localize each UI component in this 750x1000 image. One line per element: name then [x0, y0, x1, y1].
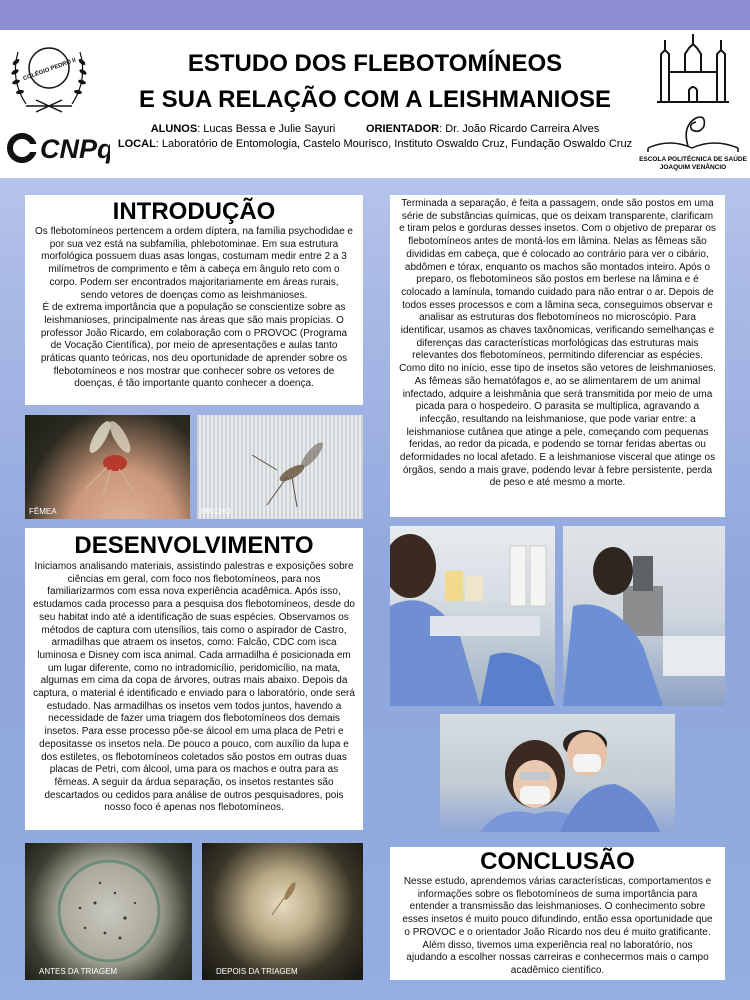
castle-logo — [655, 32, 731, 104]
epsjv-line2: JOAQUIM VENÂNCIO — [659, 164, 727, 171]
microscope-view-illustration — [202, 843, 363, 980]
petri-dish-illustration — [25, 843, 192, 980]
advisor-label: ORIENTADOR — [365, 123, 440, 135]
female-sandfly-illustration — [25, 415, 190, 519]
lab-photo-2-illustration — [563, 526, 725, 706]
development-text: Iniciamos analisando materiais, assistindo palestras e exposições sobre ciências em geral, com foco nos flebotomíneos, para nos familiarizarmos com essa nova experiência acadêmica. Após isso, estudamos cada processo para a pesquisa dos flebotomíneos, desde do seu habitat indo até a identificação de suas espécies. Observamos os métodos de captura com utensílios, tais como o aspirador de Castro, armadilhas que atraem os insetos, como: Falcão, CDC com isca luminosa e Disney com isca animal. Cada armadilha é posicionada em um lugar diferente, como no intradomicílio, peridomicílio, na mata, algumas em cima da copa de árvores, outras mais abaixo. Depois da captura, o material é identificado e enviado para o laboratório, onde será estudado. Nas armadilhas os insetos vem todos juntos, havendo a necessidade de fazer uma triagem dos flebotomíneos dos demais insetos. Para esse processo põe-se álcool em uma placa de Petri e depositasse os insetos nela. De pouco a pouco, com auxílio da lupa e dos estiletes, os flebotomíneos coletados são postos em outras duas placas de Petri, com álcool, uma para os machos e outra para as fêmeas. A seguir da árdua separação, os insetos restantes são descartados ou cedidos para análise de outros pesquisadores, pois nosso foco é apenas nos flebotomíneos. — [33, 561, 355, 814]
authors-label: ALUNOS — [150, 123, 198, 135]
poster-header — [0, 30, 750, 178]
epsjv-logo — [640, 108, 746, 154]
intro-heading: INTRODUÇÃO — [112, 198, 276, 225]
male-caption: MACHO — [201, 507, 231, 516]
male-sandfly-photo — [197, 415, 363, 519]
intro-paragraph-1: Os flebotomíneos pertencem a ordem díptera, na família psychodidae e por sua vez está na subfamília, phlebotominae. Em sua estrutura morfológica possuem duas asas longas, costumam medir entre 2 a 3 milímetros de comprimento e têm a cabeça em ângulo reto com o corpo. Podem ser encontrados majoritariamente em áreas rurais, sendo vetores de doenças como as leishmanioses. — [35, 226, 353, 301]
poster-title-line2: E SUA RELAÇÃO COM A LEISHMANIOSE — [138, 86, 612, 113]
before-triage-caption: ANTES DA TRIAGEM — [39, 967, 118, 976]
methods-section — [390, 195, 725, 517]
development-heading: DESENVOLVIMENTO — [74, 532, 314, 559]
conclusion-text: Nesse estudo, aprendemos várias características, comportamentos e informações sobre os flebotomíneos de suma importância para entender a transmissão das leishmanioses. O conhecimento sobre esses insetos é muito pouco difundindo, então essa oportunidade que o PROVOC e o orientador João Ricardo nos deu é muito gratificante. Além disso, tivemos uma experiência real no laboratório, nos ajudando a escolher nossas carreiras e conhecermos mais o campo acadêmico científico. — [402, 876, 713, 976]
colegio-pedro-logo-text: COLÉGIO PEDRO II — [22, 57, 77, 83]
top-color-band — [0, 0, 750, 30]
male-sandfly-illustration — [197, 415, 363, 519]
intro-paragraph-2: É de extrema importância que a população se conscientize sobre as leishmanioses, principalmente nas áreas que são mais propícias. O professor João Ricardo, em colaboração com o PROVOC (Programa de Vocação Científica), por meio de apresentações e aulas tanto práticas quanto teóricas, nos deu oportunidade de aprender sobre os flebotomíneos e nos mostrar que conhecer sobre os vetores de doenças, é tão importante quanto conhecer a doença. — [40, 302, 348, 390]
location-label: LOCAL — [117, 138, 156, 150]
lab-photo-1 — [390, 526, 555, 706]
conclusion-heading: CONCLUSÃO — [480, 848, 635, 875]
after-triage-caption: DEPOIS DA TRIAGEM — [216, 967, 298, 976]
lab-photo-1-illustration — [390, 526, 555, 706]
epsjv-logo-caption — [632, 156, 750, 172]
methods-paragraph-1: Terminada a separação, é feita a passagem, onde são postos em uma série de substâncias químicas, que os deixam transparente, clarificam e tiram pelos e gorduras desses insetos. Com o objetivo de preparar os flebotomíneos antes de montá-los em lâmina. Nelas as fêmeas são divididas em cabeça, que é colocado ao contrário para ver o cibário, abdômen e tórax, enquanto os machos são montados inteiro. Após o preparo, os flebotomíneos são postos em berlese na lâmina e é colocado a lamínula, tomando cuidado para não entrar o ar. Depois de todos esses processos e com a lâmina seca, conseguimos observar e analisar as estruturas dos flebotomíneos no microscópio. Para identificar, usamos as chaves taxônomicas, verificando semelhanças e diferenças das características morfológicas das estruturas mais relevantes dos flebotomíneos, permitindo diferenciar as espécies. — [399, 198, 716, 362]
advisor-name: : Dr. João Ricardo Carreira Alves — [439, 123, 600, 135]
students-photo-illustration — [440, 714, 675, 832]
conclusion-section — [390, 847, 725, 980]
female-caption: FÊMEA — [29, 507, 57, 516]
authors-names: : Lucas Bessa e Julie Sayuri — [197, 123, 336, 135]
credits — [95, 122, 655, 152]
students-photo — [440, 714, 675, 832]
development-section — [25, 528, 363, 830]
epsjv-line1: ESCOLA POLITÉCNICA DE SAÚDE — [639, 156, 747, 163]
location-text: : Laboratório de Entomologia, Castelo Mourisco, Instituto Oswaldo Cruz, Fundação Oswaldo Cruz — [155, 138, 633, 150]
methods-paragraph-2: Como dito no início, esse tipo de insetos são vetores de leishmanioses. As fêmeas são hematófagos e, ao se alimentarem de um animal infectado, adquire a leishmânia que será transmitida por meio de uma picada para o hospedeiro. O parasita se multiplica, agravando a infecção, resultando na leishmaniose, que pode variar entre: a leishmaniose cutânea que atinge a pele, começando com pequenas feridas, ao redor da picada, e podendo se tornar feridas abertas ou deformidades no local afetado. E a leishmaniose visceral que atinge os órgãos, sendo a mais grave, podendo levar à febre persistente, perda de peso e até mesmo a morte. — [399, 363, 716, 489]
colegio-pedro-logo — [6, 34, 92, 114]
female-sandfly-photo — [25, 415, 190, 519]
lab-photo-2 — [563, 526, 725, 706]
poster-title-line1: ESTUDO DOS FLEBOTOMÍNEOS — [187, 50, 563, 77]
intro-section — [25, 195, 363, 405]
before-triage-photo — [25, 843, 192, 980]
cnpq-logo-text: CNPq — [40, 134, 110, 164]
after-triage-photo — [202, 843, 363, 980]
